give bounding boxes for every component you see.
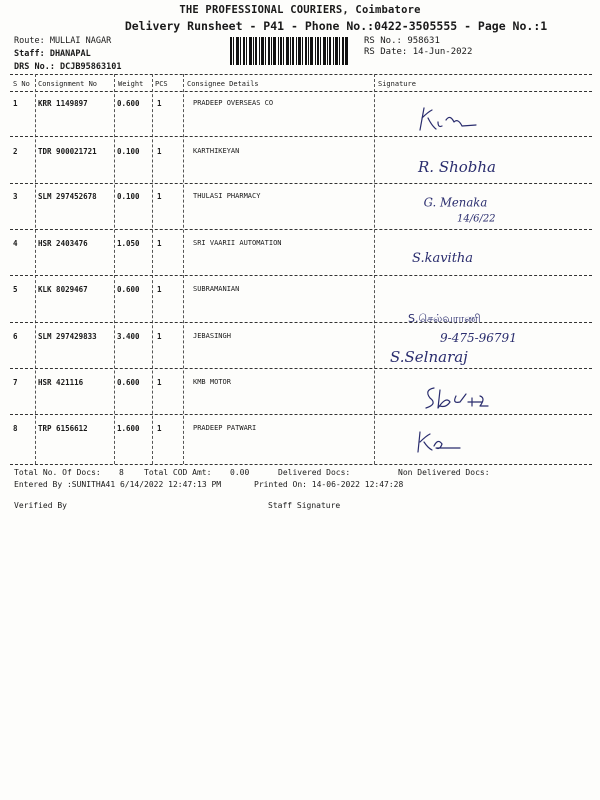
signature-row-8 <box>376 420 588 460</box>
signature-row-4 <box>376 238 588 278</box>
row-weight: 0.100 <box>117 147 140 156</box>
runsheet-title: Delivery Runsheet - P41 - Phone No.:0422-3505555 - Page No.:1 <box>124 19 548 33</box>
row-pcs: 1 <box>157 147 162 156</box>
signature-row-1 <box>376 96 588 136</box>
signature-text-row-4: S.kavitha <box>412 251 474 266</box>
printed-on: Printed On: 14-06-2022 12:47:28 <box>254 480 404 489</box>
delivered-docs-label: Delivered Docs: <box>278 468 351 477</box>
signature-row-2 <box>376 144 588 184</box>
row-consignment: HSR 421116 <box>38 378 84 387</box>
rs-date: RS Date: 14-Jun-2022 <box>364 47 473 57</box>
entered-by: Entered By :SUNITHA41 6/14/2022 12:47:13 PM <box>14 480 222 489</box>
col-signature: Signature <box>378 80 416 88</box>
total-docs-value: 8 <box>119 468 124 477</box>
header-rule <box>10 91 592 92</box>
route-label: Route: MULLAI NAGAR <box>14 36 112 46</box>
row-pcs: 1 <box>157 285 162 294</box>
signature-row-6 <box>376 304 588 370</box>
rs-number: RS No.: 958631 <box>364 36 440 46</box>
signature-phone-row-6: 9-475-96791 <box>440 331 517 345</box>
row-consignment: SLM 297452678 <box>38 192 97 201</box>
row-sno: 2 <box>13 147 18 156</box>
total-cod-value: 0.00 <box>230 468 250 477</box>
signature-row-3 <box>376 188 588 228</box>
column-divider <box>35 74 36 464</box>
row-consignee: PRADEEP OVERSEAS CO <box>193 99 274 107</box>
staff-label: Staff: DHANAPAL <box>14 49 91 59</box>
row-consignee: JEBASINGH <box>193 332 231 340</box>
row-sno: 1 <box>13 99 18 108</box>
row-rule <box>10 136 592 137</box>
company-title: THE PROFESSIONAL COURIERS, Coimbatore <box>179 4 421 16</box>
signature-text-row-3: G. Menaka <box>423 195 488 210</box>
total-cod-label: Total COD Amt: <box>144 468 212 477</box>
row-pcs: 1 <box>157 192 162 201</box>
column-divider <box>374 74 375 464</box>
row-weight: 0.600 <box>117 99 140 108</box>
row-sno: 7 <box>13 378 18 387</box>
column-divider <box>114 74 115 464</box>
row-weight: 0.100 <box>117 192 140 201</box>
signature-tamil-row-6: S.செல்வராணி <box>408 312 481 325</box>
row-consignment: HSR 2403476 <box>38 239 88 248</box>
row-sno: 6 <box>13 332 18 341</box>
col-weight: Weight <box>118 80 144 88</box>
row-sno: 5 <box>13 285 18 294</box>
row-sno: 4 <box>13 239 18 248</box>
row-consignee: THULASI PHARMACY <box>193 192 261 200</box>
barcode <box>230 37 348 65</box>
row-weight: 1.050 <box>117 239 140 248</box>
row-consignee: KMB MOTOR <box>193 378 231 386</box>
total-docs-label: Total No. Of Docs: <box>14 468 101 477</box>
row-consignment: KLK 8029467 <box>38 285 88 294</box>
col-consignee: Consignee Details <box>187 80 259 88</box>
table-bottom-rule <box>10 464 592 465</box>
drs-number: DRS No.: DCJB95863101 <box>14 62 122 72</box>
row-rule <box>10 229 592 230</box>
row-consignment: TRP 6156612 <box>38 424 88 433</box>
column-divider <box>152 74 153 464</box>
column-divider <box>183 74 184 464</box>
signature-text-row-6: S.Selnaraj <box>390 348 468 366</box>
col-sno: S No <box>13 80 30 88</box>
row-pcs: 1 <box>157 424 162 433</box>
signature-text-row-2: R. Shobha <box>418 158 497 176</box>
col-pcs: PCS <box>155 80 168 88</box>
staff-signature-label: Staff Signature <box>268 501 341 510</box>
verified-by-label: Verified By <box>14 501 67 510</box>
row-consignee: SRI VAARII AUTOMATION <box>193 239 282 247</box>
row-consignment: KRR 1149897 <box>38 99 88 108</box>
row-weight: 0.600 <box>117 378 140 387</box>
row-weight: 1.600 <box>117 424 140 433</box>
row-pcs: 1 <box>157 332 162 341</box>
row-consignee: PRADEEP PATWARI <box>193 424 257 432</box>
signature-date-row-3: 14/6/22 <box>457 213 496 225</box>
row-sno: 3 <box>13 192 18 201</box>
row-pcs: 1 <box>157 378 162 387</box>
col-consignment: Consignment No <box>38 80 98 88</box>
table-top-rule <box>10 74 592 75</box>
row-weight: 3.400 <box>117 332 140 341</box>
row-consignee: KARTHIKEYAN <box>193 147 240 155</box>
row-consignee: SUBRAMANIAN <box>193 285 240 293</box>
row-pcs: 1 <box>157 239 162 248</box>
row-consignment: TDR 900021721 <box>38 147 97 156</box>
row-sno: 8 <box>13 424 18 433</box>
signature-row-7 <box>376 376 588 416</box>
row-weight: 0.600 <box>117 285 140 294</box>
non-delivered-docs-label: Non Delivered Docs: <box>398 468 490 477</box>
row-pcs: 1 <box>157 99 162 108</box>
row-consignment: SLM 297429833 <box>38 332 97 341</box>
